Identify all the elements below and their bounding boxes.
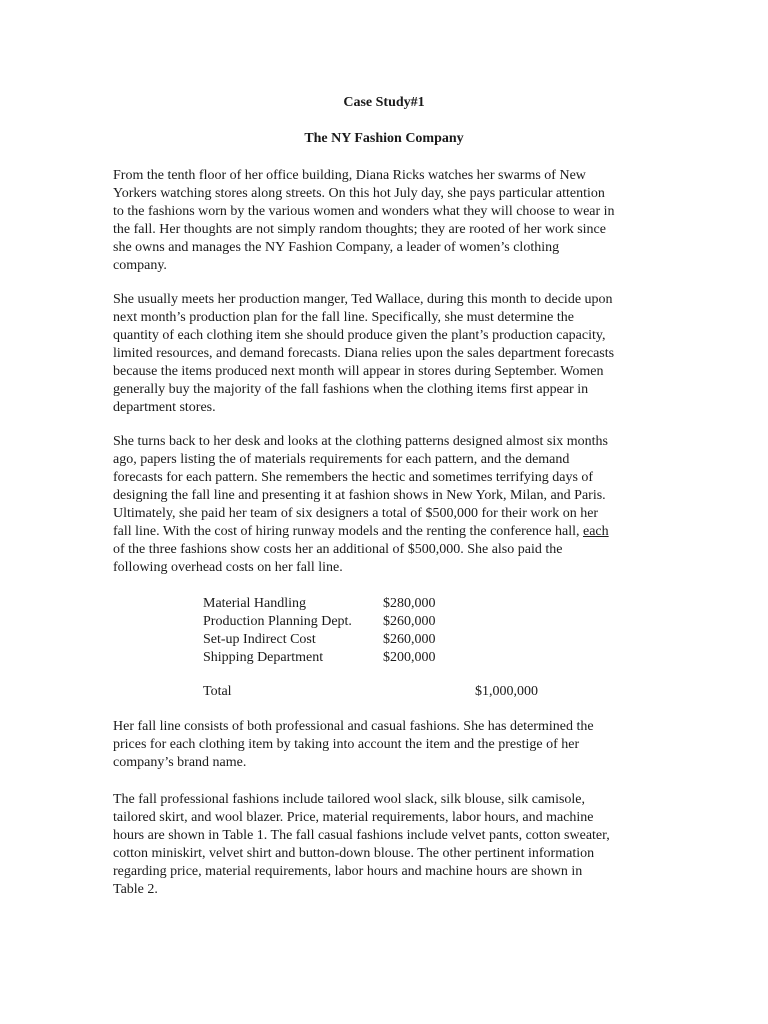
paragraph-line: cotton miniskirt, velvet shirt and button-down blouse. The other pertinent information: [113, 846, 595, 861]
paragraph-line: to the fashions worn by the various women and wonders what they will choose to wear in: [113, 204, 615, 219]
paragraph-line: She turns back to her desk and looks at the clothing patterns designed almost six months: [113, 434, 608, 449]
paragraph-line: because the items produced next month will appear in stores during September. Women: [113, 364, 604, 379]
paragraph-line: Table 2.: [113, 882, 158, 897]
paragraph-fashions: [113, 791, 661, 899]
paragraph-line: company’s brand name.: [113, 755, 247, 770]
paragraph-line: The fall professional fashions include tailored wool slack, silk blouse, silk camisole,: [113, 792, 586, 807]
cost-amount: $280,000: [383, 596, 436, 611]
paragraph-line: From the tenth floor of her office building, Diana Ricks watches her swarms of New: [113, 168, 586, 183]
paragraph-line: following overhead costs on her fall line.: [113, 560, 343, 575]
paragraph-line: regarding price, material requirements, labor hours and machine hours are shown in: [113, 864, 583, 879]
paragraph-line: generally buy the majority of the fall fashions when the clothing items first appear in: [113, 382, 589, 397]
paragraph-line: Her fall line consists of both professional and casual fashions. She has determined the: [113, 719, 594, 734]
paragraph-line: ago, papers listing the of materials requirements for each pattern, and the demand: [113, 452, 570, 467]
total-amount: $1,000,000: [475, 684, 538, 699]
paragraph-line: company.: [113, 258, 167, 273]
paragraph-line: prices for each clothing item by taking into account the item and the prestige of her: [113, 737, 580, 752]
case-study-title: Case Study#1: [343, 95, 425, 110]
paragraph-line: Yorkers watching stores along streets. On this hot July day, she pays particular attention: [113, 186, 605, 201]
cost-label: Material Handling: [203, 596, 307, 611]
paragraph-line: of the three fashions show costs her an additional of $500,000. She also paid the: [113, 542, 563, 557]
paragraph-intro: [113, 167, 661, 275]
paragraph-line: Ultimately, she paid her team of six designers a total of $500,000 for their work on her: [113, 506, 599, 521]
company-title: The NY Fashion Company: [304, 131, 464, 146]
paragraph-line: forecasts for each pattern. She remembers the hectic and sometimes terrifying days of: [113, 470, 594, 485]
paragraph-line: next month’s production plan for the fall line. Specifically, she must determine the: [113, 310, 574, 325]
paragraph-line-text: fall line. With the cost of hiring runway models and the renting the conference hall,: [113, 524, 583, 539]
paragraph-design-costs: [113, 433, 661, 577]
paragraph-line: She usually meets her production manger, Ted Wallace, during this month to decide upon: [113, 292, 613, 307]
total-row: [203, 683, 623, 701]
cost-label: Set-up Indirect Cost: [203, 632, 316, 647]
paragraph-line: hours are shown in Table 1. The fall casual fashions include velvet pants, cotton sweater,: [113, 828, 610, 843]
paragraph-line: she owns and manages the NY Fashion Company, a leader of women’s clothing: [113, 240, 560, 255]
paragraph-production-plan: [113, 291, 661, 417]
paragraph-line: designing the fall line and presenting it at fashion shows in New York, Milan, and Paris.: [113, 488, 606, 503]
underlined-word: each: [582, 524, 609, 539]
paragraph-line: quantity of each clothing item she should produce given the plant’s production capacity,: [113, 328, 606, 343]
paragraph-line-with-underline: [113, 523, 661, 541]
cost-amount: $260,000: [383, 614, 436, 629]
paragraph-fall-line: [113, 718, 661, 772]
paragraph-line: limited resources, and demand forecasts. Diana relies upon the sales department forecasts: [113, 346, 615, 361]
paragraph-line: the fall. Her thoughts are not simply random thoughts; they are rooted of her work since: [113, 222, 606, 237]
cost-amount: $200,000: [383, 650, 436, 665]
paragraph-line: department stores.: [113, 400, 216, 415]
cost-label: Production Planning Dept.: [203, 614, 352, 629]
total-label: Total: [203, 684, 232, 699]
cost-amount: $260,000: [383, 632, 436, 647]
cost-label: Shipping Department: [203, 650, 324, 665]
paragraph-line: tailored skirt, and wool blazer. Price, material requirements, labor hours, and machine: [113, 810, 594, 825]
